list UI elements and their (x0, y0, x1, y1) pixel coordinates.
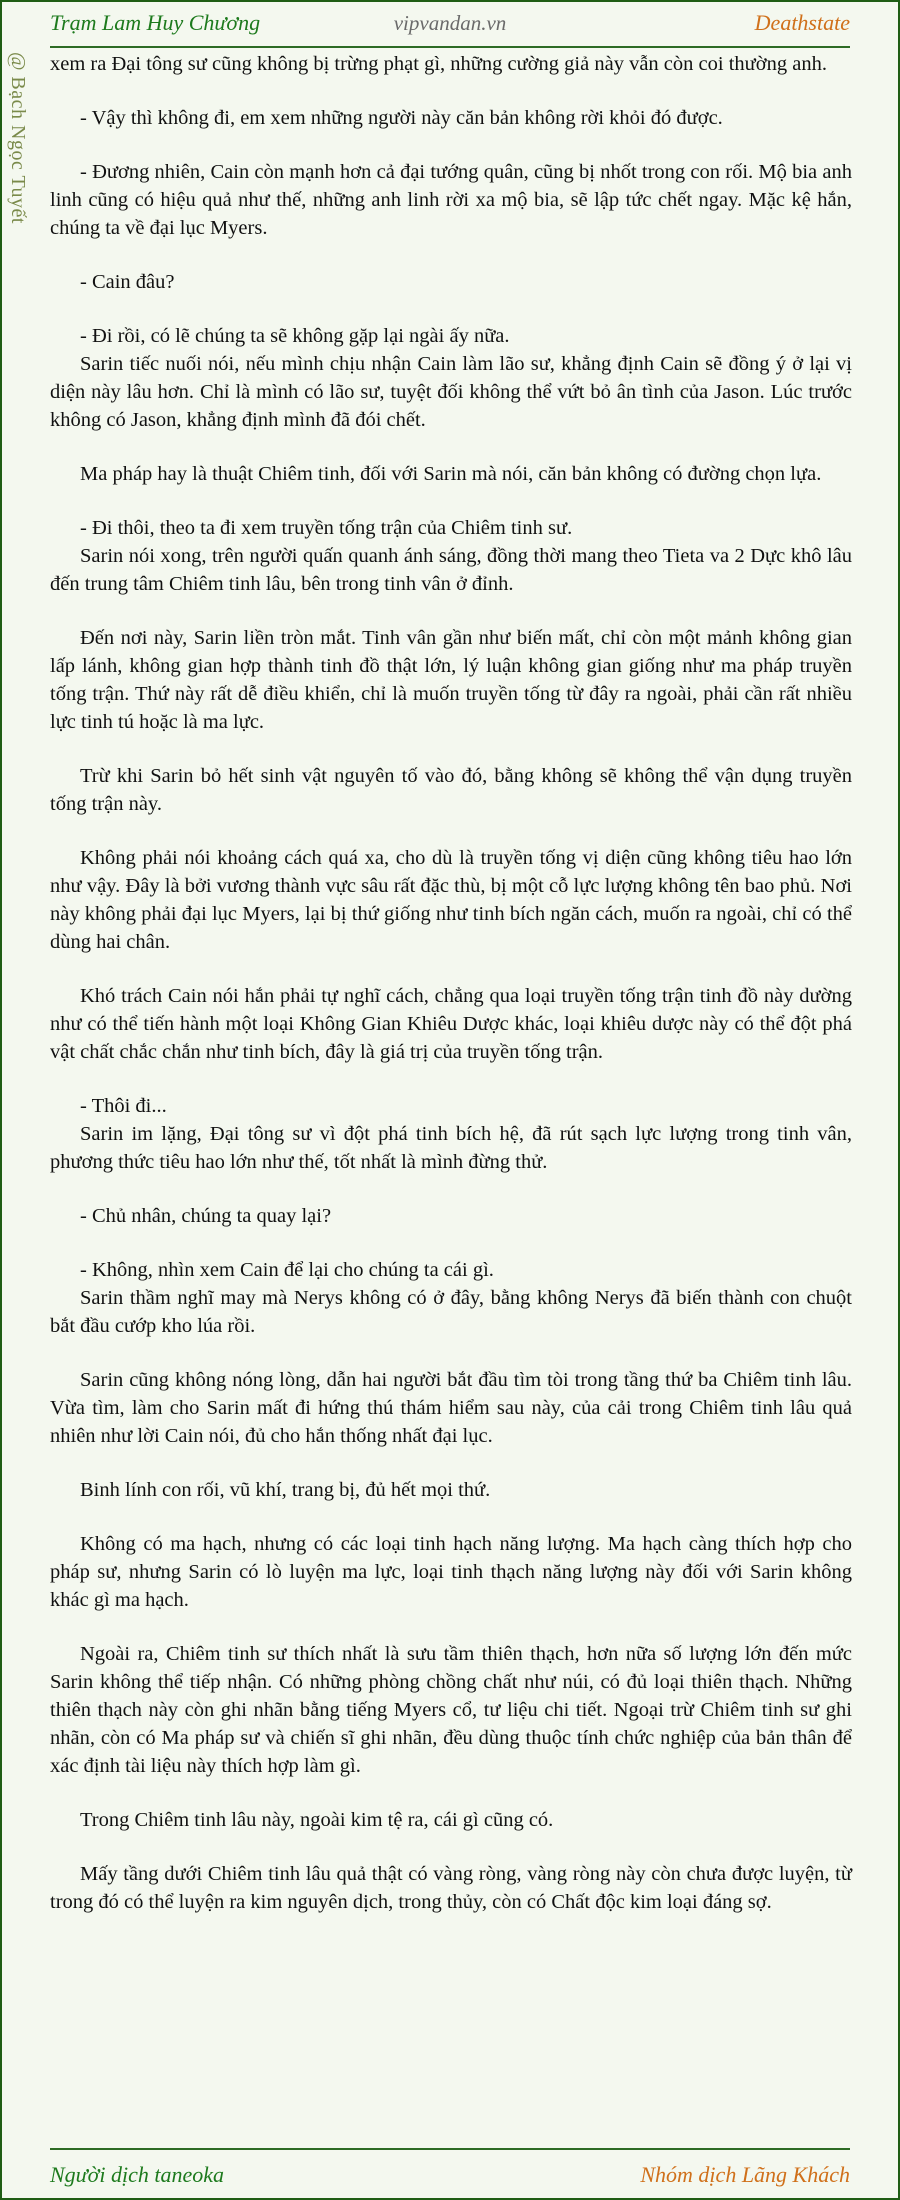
story-text (50, 50, 852, 1916)
page-header (50, 0, 850, 48)
paragraph: Đến nơi này, Sarin liền tròn mắt. Tinh vân gần như biến mất, chỉ còn một mảnh không gian lấp lánh, không gian hợp thành tinh đồ thật lớn, lý luận không gian giống như ma pháp truyền tống trận. Thứ này rất dễ điều khiển, chỉ là muốn truyền tống từ đây ra ngoài, phải cần rất nhiều lực tinh tú hoặc là ma lực. (50, 627, 852, 733)
paragraph: - Cain đâu? (80, 271, 175, 293)
header-site-name: vipvandan.vn (393, 10, 507, 35)
paragraph: - Đi rồi, có lẽ chúng ta sẽ không gặp lại ngài ấy nữa. (80, 325, 510, 347)
side-watermark-label: @ Bạch Ngọc Tuyết (7, 52, 29, 224)
page-footer (50, 2148, 850, 2200)
paragraph: Sarin cũng không nóng lòng, dẫn hai người bắt đầu tìm tòi trong tầng thứ ba Chiêm tinh lâu. Vừa tìm, làm cho Sarin mất đi hứng thú thám hiểm sau này, của cải trong Chiêm tinh lâu quả nhiên như lời Cain nói, đủ cho hắn thống nhất đại lục. (50, 1369, 852, 1447)
paragraph: - Chủ nhân, chúng ta quay lại? (80, 1205, 332, 1227)
paragraph: - Không, nhìn xem Cain để lại cho chúng ta cái gì. (80, 1259, 494, 1281)
paragraph: Trong Chiêm tinh lâu này, ngoài kim tệ ra, cái gì cũng có. (80, 1809, 554, 1831)
paragraph: Sarin im lặng, Đại tông sư vì đột phá tinh bích hệ, đã rút sạch lực lượng trong tinh vân, phương thức tiêu hao lớn như thế, tốt nhất là mình đừng thử. (50, 1123, 852, 1173)
paragraph: Sarin nói xong, trên người quấn quanh ánh sáng, đồng thời mang theo Tieta va 2 Dực khô lâu đến trung tâm Chiêm tinh lâu, bên trong tinh vân ở đỉnh. (50, 545, 852, 595)
paragraph: - Đi thôi, theo ta đi xem truyền tống trận của Chiêm tinh sư. (80, 517, 573, 539)
paragraph: Ngoài ra, Chiêm tinh sư thích nhất là sưu tầm thiên thạch, hơn nữa số lượng lớn đến mức Sarin không thể tiếp nhận. Có những phòng chồng chất như núi, có đủ loại thiên thạch. Những thiên thạch này còn ghi nhãn bằng tiếng Myers cổ, tư liệu chi tiết. Ngoại trừ Chiêm tinh sư ghi nhãn, còn có Ma pháp sư và chiến sĩ ghi nhãn, đều dùng thuộc tính chức nghiệp của bản thân để xác định tài liệu này thích hợp làm gì. (50, 1643, 852, 1777)
footer-group: Nhóm dịch Lãng Khách (640, 2162, 850, 2187)
paragraph: - Đương nhiên, Cain còn mạnh hơn cả đại tướng quân, cũng bị nhốt trong con rối. Mộ bia anh linh cũng có hiệu quả như thế, những anh linh rời xa mộ bia, sẽ lập tức chết ngay. Mặc kệ hắn, chúng ta về đại lục Myers. (50, 161, 852, 239)
header-title-left: Trạm Lam Huy Chương (50, 10, 261, 35)
paragraph: - Vậy thì không đi, em xem những người này căn bản không rời khỏi đó được. (80, 107, 723, 129)
footer-translator: Người dịch taneoka (50, 2162, 225, 2187)
paragraph: xem ra Đại tông sư cũng không bị trừng phạt gì, những cường giả này vẫn còn coi thường anh. (50, 53, 827, 75)
paragraph: Không có ma hạch, nhưng có các loại tinh hạch năng lượng. Ma hạch càng thích hợp cho pháp sư, nhưng Sarin có lò luyện ma lực, loại tinh thạch năng lượng này đối với Sarin không khác gì ma hạch. (50, 1533, 852, 1611)
paragraph: Sarin tiếc nuối nói, nếu mình chịu nhận Cain làm lão sư, khẳng định Cain sẽ đồng ý ở lại vị diện này lâu hơn. Chỉ là mình có lão sư, tuyệt đối không thể vứt bỏ ân tình của Jason. Lúc trước không có Jason, khẳng định mình đã đói chết. (50, 353, 852, 431)
paragraph: Binh lính con rối, vũ khí, trang bị, đủ hết mọi thứ. (80, 1479, 491, 1501)
paragraph: Không phải nói khoảng cách quá xa, cho dù là truyền tống vị diện cũng không tiêu hao lớn như vậy. Đây là bởi vương thành vực sâu rất đặc thù, bị một cỗ lực lượng không tên bao phủ. Nơi này không phải đại lục Myers, lại bị thứ giống như tinh bích ngăn cách, muốn ra ngoài, chỉ có thể dùng hai chân. (50, 847, 852, 953)
paragraph: Trừ khi Sarin bỏ hết sinh vật nguyên tố vào đó, bằng không sẽ không thể vận dụng truyền tống trận này. (50, 765, 852, 815)
header-title-right: Deathstate (754, 10, 850, 35)
paragraph: Sarin thầm nghĩ may mà Nerys không có ở đây, bằng không Nerys đã biến thành con chuột bắt đầu cướp kho lúa rồi. (50, 1287, 852, 1337)
paragraph: Ma pháp hay là thuật Chiêm tinh, đối với Sarin mà nói, căn bản không có đường chọn lựa. (80, 463, 822, 485)
paragraph: Khó trách Cain nói hắn phải tự nghĩ cách, chẳng qua loại truyền tống trận tinh đồ này dường như có thể tiến hành một loại Không Gian Khiêu Dược khác, loại khiêu dược này có thể đột phá vật chất chắc chắn như tinh bích, đây là giá trị của truyền tống trận. (50, 985, 852, 1063)
paragraph: Mấy tầng dưới Chiêm tinh lâu quả thật có vàng ròng, vàng ròng này còn chưa được luyện, từ trong đó có thể luyện ra kim nguyên dịch, trong thủy, còn có Chất độc kim loại đáng sợ. (50, 1863, 852, 1913)
paragraph: - Thôi đi... (80, 1095, 167, 1117)
